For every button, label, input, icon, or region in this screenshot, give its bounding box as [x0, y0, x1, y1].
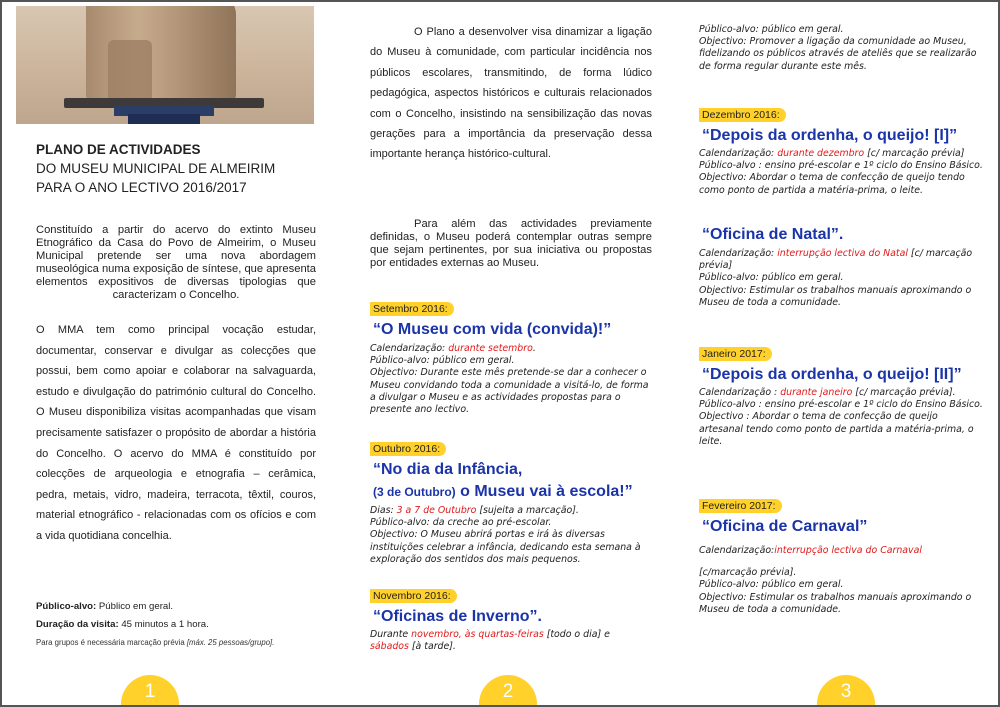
- publico-line: Público-alvo: público em geral.: [699, 579, 844, 591]
- museum-description: O MMA tem como principal vocação estudar, documentar, conservar e divulgar as colecções que possui, bem como apoiar e colaborar na salvaguarda, estudo e divulgação do património cultural do Concelho. O Museu disponibiliza visitas acompanhadas que visam precisamente satisfazer o propósito de abordar a história do Concelho. O acervo do MMA é constituído por colecções de arqueologia e etnografia – cerâmica, pedra, metais, vidro, madeira, terracota, têxtil, couros, material etnográfico - relacionadas com os ofícios e com a vida quotidiana concelhia.: [36, 324, 316, 542]
- publico-line: Público-alvo : ensino pré-escolar e 1º ciclo do Ensino Básico.: [699, 160, 983, 172]
- month-label-novembro: Novembro 2016:: [370, 589, 457, 603]
- publico-line: Público-alvo: público em geral.: [370, 355, 515, 367]
- page-number-2: 2: [479, 675, 537, 705]
- publico-line: Público-alvo : ensino pré-escolar e 1º ciclo do Ensino Básico.: [699, 399, 983, 411]
- marcacao-line: [c/marcação prévia].: [699, 567, 797, 579]
- publico-label: Público-alvo:: [36, 601, 97, 612]
- plano-paragraph: O Plano a desenvolver visa dinamizar a ligação do Museu à comunidade, com particular incidência nos públicos escolares, transmitindo, de forma lúdico pedagógica, aspectos históricos e culturais relacionados com o Concelho, insistindo na sensibilização das novas gerações para a importância da preservação dessa importante herança histórico-cultural.: [370, 26, 652, 161]
- event-details-fevereiro: [699, 545, 984, 616]
- grupos-note: Para grupos é necessária marcação prévia: [36, 638, 187, 647]
- page-number-1: 1: [121, 675, 179, 705]
- cal-value: durante setembro: [448, 343, 533, 354]
- event-title-dia-infancia-1: “No dia da Infância,: [373, 461, 523, 478]
- event-details-novembro: [370, 629, 655, 653]
- page-number-3: 3: [817, 675, 875, 705]
- month-label-fevereiro: Fevereiro 2017:: [699, 499, 782, 513]
- cal-end: [c/ marcação prévia].: [852, 387, 956, 398]
- objectivo-line: Objectivo: O Museu abrirá portas e irá às diversas instituições celebrar a infância, dedicando esta semana à exploração dos sentidos dos mais pequenos.: [370, 529, 641, 565]
- publico-line: Público-alvo: público em geral.: [699, 272, 844, 284]
- cal-label: Calendarização:: [370, 343, 449, 354]
- event-title-museu-com-vida: “O Museu com vida (convida)!”: [373, 321, 612, 338]
- cal-value: interrupção lectiva do Carnaval: [774, 545, 922, 556]
- duracao-label: Duração da visita:: [36, 619, 119, 630]
- month-label-dezembro: Dezembro 2016:: [699, 108, 786, 122]
- cal-end: [c/ marcação prévia]: [699, 248, 973, 272]
- event-title-date: (3 de Outubro): [373, 485, 456, 499]
- dias-value: 3 a 7 de Outubro: [396, 505, 477, 516]
- publico-value: Público em geral.: [96, 601, 174, 612]
- dias-end: [sujeita a marcação].: [476, 505, 579, 516]
- event-details-janeiro: [699, 387, 984, 448]
- sabados-value: sábados: [370, 641, 409, 653]
- plan-title: [36, 140, 275, 197]
- cal-value: durante dezembro: [777, 148, 865, 159]
- title-line-1: PLANO DE ACTIVIDADES: [36, 142, 201, 157]
- event-title-ordenha-2: “Depois da ordenha, o queijo! [II]”: [702, 366, 962, 383]
- museum-artifact-photo: [16, 6, 314, 124]
- event-details-outubro: [370, 505, 655, 566]
- cal-value: durante janeiro: [780, 387, 853, 398]
- publico-line: Público-alvo: público em geral.: [699, 24, 844, 35]
- duracao-value: 45 minutos a 1 hora.: [118, 619, 209, 630]
- dias-label: Dias:: [370, 505, 397, 516]
- event-title-oficina-carnaval: “Oficina de Carnaval”: [702, 518, 868, 535]
- cal-label: Calendarização:: [699, 148, 778, 159]
- durante-mid: [todo o dia] e: [543, 629, 610, 640]
- durante-label: Durante: [370, 629, 412, 640]
- alem-paragraph: Para além das actividades previamente definidas, o Museu poderá contemplar outras sempre que sejam pertinentes, por sua iniciativa ou propostas por entidades externas ao Museu.: [370, 218, 652, 269]
- event-title-dia-infancia-2: [373, 483, 633, 501]
- visit-info: [36, 600, 321, 650]
- title-line-3: PARA O ANO LECTIVO 2016/2017: [36, 180, 247, 195]
- event-details-dezembro: [699, 148, 984, 197]
- event-details-natal: [699, 248, 984, 309]
- durante-value: novembro, às quartas-feiras: [411, 629, 544, 640]
- month-label-setembro: Setembro 2016:: [370, 302, 454, 316]
- event-title-ordenha-1: “Depois da ordenha, o queijo! [I]”: [702, 127, 958, 144]
- objectivo-line: Objectivo: Durante este mês pretende-se dar a conhecer o Museu convidando toda a comunidade a visitá-lo, de forma a divulgar o Museu e as actividades propostas para o presente ano lectivo.: [370, 367, 649, 416]
- publico-line: Público-alvo: da creche ao pré-escolar.: [370, 517, 552, 529]
- objectivo-line: Objectivo : Abordar o tema de confecção de queijo artesanal tendo como ponto de partida a matéria-prima, o leite.: [699, 411, 974, 447]
- event-title-rest: o Museu vai à escola!”: [455, 483, 633, 500]
- cal-label: Calendarização:: [699, 545, 775, 556]
- sabados-end: [à tarde].: [408, 641, 456, 653]
- title-line-2: DO MUSEU MUNICIPAL DE ALMEIRIM: [36, 161, 276, 176]
- objectivo-line: Objectivo: Estimular os trabalhos manuais aproximando o Museu de toda a comunidade.: [699, 591, 972, 615]
- cal-label: Calendarização:: [699, 248, 778, 259]
- oficinas-inverno-continued: [699, 24, 984, 73]
- cal-value: interrupção lectiva do Natal: [777, 248, 908, 259]
- objectivo-line: Objectivo: Promover a ligação da comunidade ao Museu, fidelizando os públicos através de ateliês que se realizarão de forma regular durante este mês.: [699, 36, 977, 72]
- event-title-oficinas-inverno: “Oficinas de Inverno”.: [373, 608, 542, 625]
- cal-label: Calendarização :: [699, 387, 781, 398]
- event-details-setembro: [370, 343, 655, 416]
- cal-end: [c/ marcação prévia]: [864, 148, 965, 159]
- objectivo-line: Objectivo: Abordar o tema de confecção de queijo tendo como ponto de partida a matéria-prima, o leite.: [699, 172, 965, 196]
- month-label-outubro: Outubro 2016:: [370, 442, 446, 456]
- event-title-oficina-natal: “Oficina de Natal”.: [702, 226, 844, 243]
- grupos-detail: [máx. 25 pessoas/grupo].: [186, 638, 275, 647]
- objectivo-line: Objectivo: Estimular os trabalhos manuais aproximando o Museu de toda a comunidade.: [699, 284, 972, 308]
- month-label-janeiro: Janeiro 2017:: [699, 347, 772, 361]
- intro-paragraph: Constituído a partir do acervo do extinto Museu Etnográfico da Casa do Povo de Almeirim, o Museu Municipal pretende ser uma nova abordagem museológica numa exposição de síntese, que apresenta elementos expositivos de diversas tipologias que caracterizam o Concelho.: [36, 224, 316, 301]
- cal-end: .: [532, 343, 536, 354]
